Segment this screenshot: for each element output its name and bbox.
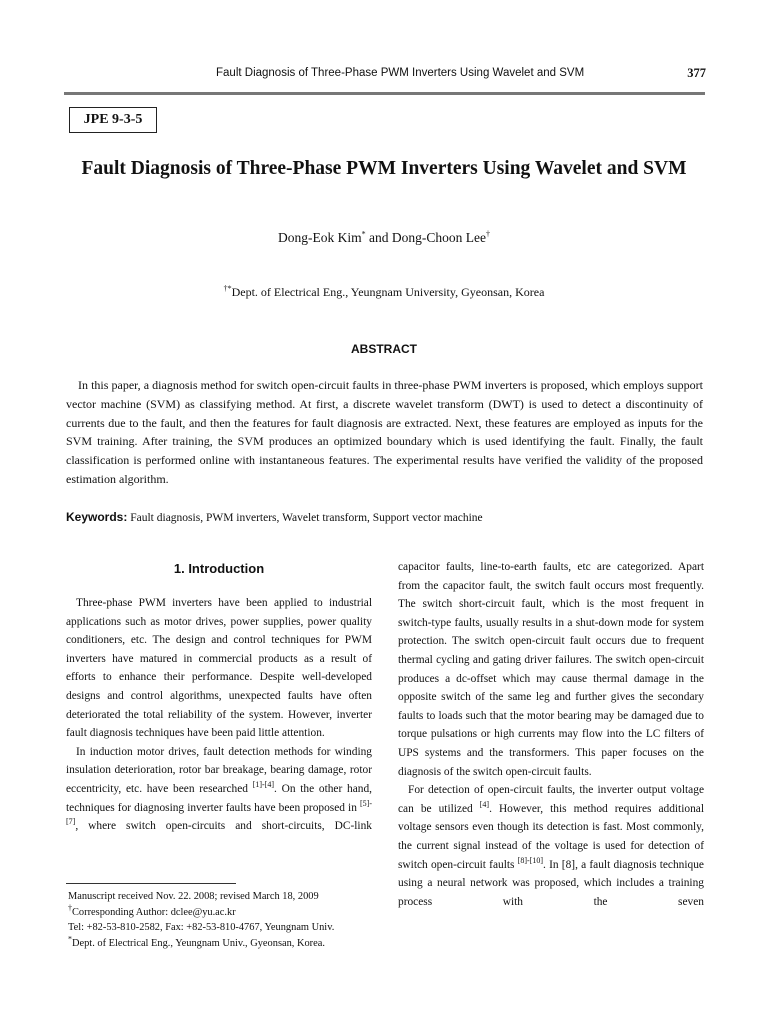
citation: [5]-[7] bbox=[66, 798, 372, 827]
footnote-rule bbox=[66, 883, 236, 884]
paragraph: capacitor faults, line-to-earth faults, etc are categorized. Apart from the capacitor fault, the switch fault occurs most frequently. The switch short-circuit fault, which is the most frequent in switch-type faults, usually results in a shut-down mode for system protection. The switch open-circuit fault occurs due to frequent thermal cycling and gating driver failures. The switch open-circuit produces a dc-offset which may cause thermal damage in the opposite switch of the same leg and further gives the secondary faults to loads such that the motor bearing may be damaged due to torque pulsations or high currents may flow into the LC filters of UPS systems and the transformers. This paper focuses on the diagnosis of the switch open-circuit faults. bbox=[398, 561, 704, 778]
header-rule bbox=[64, 92, 705, 95]
footnote-mark: * bbox=[68, 934, 72, 944]
keywords-text: Fault diagnosis, PWM inverters, Wavelet transform, Support vector machine bbox=[127, 512, 483, 524]
paragraph-text: In induction motor drives, fault detection methods for winding insulation deterioration, rotor bar breakage, bearing damage, rotor eccentricity, etc. have been researched bbox=[66, 745, 372, 795]
citation: [4] bbox=[479, 799, 490, 809]
citation: [1]-[4] bbox=[252, 780, 275, 790]
author-connector: and bbox=[365, 230, 392, 245]
affiliation-mark: †* bbox=[223, 284, 232, 293]
running-header-title: Fault Diagnosis of Three-Phase PWM Inverters Using Wavelet and SVM bbox=[216, 67, 585, 79]
footnote-received: Manuscript received Nov. 22. 2008; revised March 18, 2009 bbox=[68, 891, 319, 902]
affiliation-text: Dept. of Electrical Eng., Yeungnam University, Gyeonsan, Korea bbox=[231, 285, 545, 299]
right-column bbox=[398, 558, 704, 911]
footnote-mark: † bbox=[68, 903, 72, 913]
footnote-department bbox=[68, 936, 388, 952]
paragraph: Three-phase PWM inverters have been applied to industrial applications such as motor drives, power supplies, power quality conditioners, etc. The design and control techniques for PWM inverters have matured in commercial products as a result of efforts to enhance their performance. Despite well-developed designs and control algorithms, unexpected faults have often deteriorated the total reliability of the system. However, inverter fault diagnosis techniques have been paid little attention. bbox=[66, 597, 372, 740]
left-column bbox=[66, 594, 372, 836]
keywords-label: Keywords: bbox=[66, 510, 128, 524]
paragraph bbox=[398, 781, 704, 911]
paragraph-text: . On the other hand, techniques for diagnosing inverter faults have been proposed in bbox=[66, 782, 372, 814]
footnote-text: Corresponding Author: dclee@yu.ac.kr bbox=[72, 906, 236, 918]
author-mark: * bbox=[361, 229, 366, 239]
abstract-body: In this paper, a diagnosis method for switch open-circuit faults in three-phase PWM inverters is proposed, which employs support vector machine (SVM) as classifying method. At first, a discrete wavelet transform (DWT) is used to detect a discontinuity of currents due to the fault, and then the features for fault diagnosis are extracted. Next, these features are employed as inputs for the SVM training. After training, the SVM produces an optimized boundary which is used identifying the fault. Finally, the fault classification is performed online with instantaneous features. The experimental results have verified the validity of the proposed estimation algorithm. bbox=[66, 378, 703, 486]
affiliation bbox=[100, 285, 668, 300]
abstract-heading: ABSTRACT bbox=[351, 342, 417, 356]
paragraph-text: . However, this method requires additional voltage sensors even though its detection is fast. Most commonly, the current signal instead of the voltage is used for detection of switch open-circuit faults bbox=[398, 802, 704, 871]
author-mark: † bbox=[485, 229, 490, 239]
author-name: Dong-Eok Kim bbox=[278, 230, 362, 245]
footnote-contact: Tel: +82-53-810-2582, Fax: +82-53-810-4767, Yeungnam Univ. bbox=[68, 922, 335, 933]
paragraph-text: For detection of open-circuit faults, the inverter output voltage can be utilized bbox=[398, 784, 704, 815]
footnotes bbox=[68, 889, 388, 951]
footnote-text: Dept. of Electrical Eng., Yeungnam Univ., Gyeonsan, Korea. bbox=[72, 937, 325, 949]
citation: [8]-[10] bbox=[517, 855, 544, 865]
footnote-corresponding bbox=[68, 905, 388, 921]
paragraph-text: , where switch open-circuits and short-circuits, DC-link bbox=[75, 820, 372, 833]
page-number: 377 bbox=[687, 66, 706, 80]
paragraph-text: . In [8], a fault diagnosis technique using a neural network was proposed, which includes a training process with the seven bbox=[398, 858, 704, 908]
paper-title: Fault Diagnosis of Three-Phase PWM Inverters Using Wavelet and SVM bbox=[81, 158, 687, 179]
paragraph bbox=[66, 743, 372, 836]
author-name: Dong-Choon Lee bbox=[391, 230, 486, 245]
keywords bbox=[66, 510, 703, 524]
author-list bbox=[100, 230, 668, 246]
section-heading-introduction: 1. Introduction bbox=[173, 561, 265, 576]
journal-code-box: JPE 9-3-5 bbox=[69, 107, 157, 133]
